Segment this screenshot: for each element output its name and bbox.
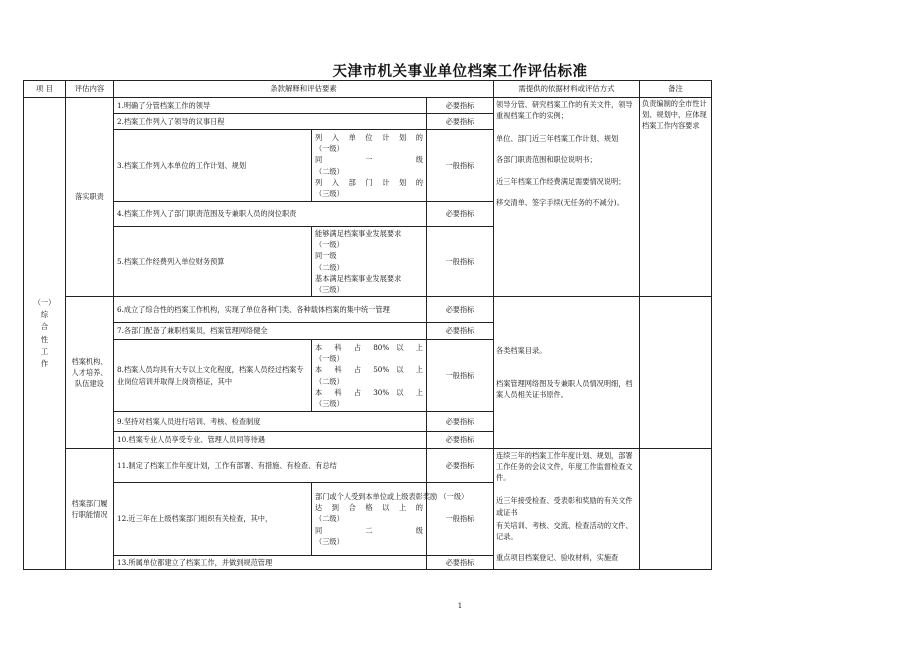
item-level: 必要指标 bbox=[427, 202, 494, 227]
item-text: 6.成立了综合性的档案工作机构，实现了单位各种门类、各种载体档案的集中统一管理 bbox=[114, 297, 427, 323]
item-text: 11.制定了档案工作年度计划，工作有部署、有措施、有检查、有总结 bbox=[114, 449, 427, 483]
level-criteria: 能够满足档案事业发展要求 （一级） 同一级 （二级） 基本满足档案事业发展要求 （三级） bbox=[312, 227, 427, 297]
document-title: 天津市机关事业单位档案工作评估标准 bbox=[332, 64, 588, 80]
item-text: 4.档案工作列入了部门职责范围及专兼职人员的岗位职责 bbox=[114, 202, 427, 227]
item-level: 必要指标 bbox=[427, 449, 494, 483]
item-level: 必要指标 bbox=[427, 556, 494, 570]
header-criteria: 条款解释和评估要素 bbox=[114, 81, 494, 98]
item-level: 必要指标 bbox=[427, 297, 494, 323]
level-criteria: 部门或个人受到本单位或上级表彰奖励 （一级） 达 到 合 格 以 上 的 （二级） 同 二 级 （三级） bbox=[312, 483, 427, 556]
group-note: 负责编制的全市性计划、规划中，应体现档案工作内容要求 bbox=[640, 98, 712, 297]
item-level: 一般指标 bbox=[427, 130, 494, 202]
header-evidence: 需提供的依据材料或评估方式 bbox=[494, 81, 640, 98]
item-text: 9.坚持对档案人员进行培训、考核、检查制度 bbox=[114, 412, 427, 432]
header-row bbox=[24, 81, 712, 98]
table-row bbox=[24, 297, 712, 323]
item-level: 一般指标 bbox=[427, 227, 494, 297]
header-note: 备注 bbox=[640, 81, 712, 98]
item-text: 1.明确了分管档案工作的领导 bbox=[114, 98, 427, 114]
item-level: 一般指标 bbox=[427, 340, 494, 412]
header-content: 评估内容 bbox=[66, 81, 114, 98]
level-criteria: 本 科 占 80% 以 上 （一级） 本 科 占 50% 以 上 （二级） 本 科 占 30% 以 上 （三级） bbox=[312, 340, 427, 412]
item-text: 2.档案工作列入了领导的议事日程 bbox=[114, 114, 427, 130]
evaluation-table bbox=[23, 80, 712, 570]
group-label: 档案机构、人才培养、队伍建设 bbox=[66, 297, 114, 449]
item-text: 5.档案工作经费列入单位财务预算 bbox=[114, 227, 312, 297]
item-text: 10.档案专业人员享受专业、管理人员同等待遇 bbox=[114, 432, 427, 449]
item-level: 必要指标 bbox=[427, 412, 494, 432]
table-row bbox=[24, 98, 712, 114]
item-text: 8.档案人员均具有大专以上文化程度，档案人员经过档案专业岗位培训并取得上岗资格证，其中 bbox=[114, 340, 312, 412]
item-text: 13.所属单位都建立了档案工作，并做到规范管理 bbox=[114, 556, 427, 570]
group-evidence: 连续三年的档案工作年度计划、规划，部署工作任务的会议文件，年度工作监督检查文件。 近三年接受检查、受表彰和奖励的有关文件或证书 有关培训、考核、交流、检查活动的文件、记录。 重点项目档案登记、验收材料，实施查 bbox=[494, 449, 640, 570]
item-text: 3.档案工作列入本单位的工作计划、规划 bbox=[114, 130, 312, 202]
item-text: 12.近三年在上级档案部门组织有关检查，其中， bbox=[114, 483, 312, 556]
group-label: 档案部门履行职能情况 bbox=[66, 449, 114, 570]
item-level: 必要指标 bbox=[427, 114, 494, 130]
item-level: 必要指标 bbox=[427, 432, 494, 449]
table-row bbox=[24, 449, 712, 483]
item-level: 必要指标 bbox=[427, 98, 494, 114]
header-project: 项 目 bbox=[24, 81, 66, 98]
page-number: 1 bbox=[457, 602, 463, 610]
level-criteria: 列 入 单 位 计 划 的 （一级） 同 一 级 （二级） 列 入 部 门 计 划 的 （三级） bbox=[312, 130, 427, 202]
item-text: 7.各部门配备了兼职档案员，档案管理网络健全 bbox=[114, 323, 427, 340]
item-level: 一般指标 bbox=[427, 483, 494, 556]
group-label: 落实职责 bbox=[66, 98, 114, 297]
project-cell: （一） 综 合 性 工 作 bbox=[24, 98, 66, 570]
item-level: 必要指标 bbox=[427, 323, 494, 340]
group-note-empty bbox=[640, 297, 712, 449]
group-evidence: 各类档案目录。 档案管理网络图及专兼职人员情况明细，档案人员相关证书原件。 bbox=[494, 297, 640, 449]
group-note-empty bbox=[640, 449, 712, 570]
group-evidence: 领导分管、研究档案工作的有关文件，领导重视档案工作的实例； 单位、部门近三年档案工作计划、规划 各部门职责范围和职位说明书； 近三年档案工作经费满足需要情况说明； 移交清单、签字手续(无任务的不减分)。 bbox=[494, 98, 640, 297]
